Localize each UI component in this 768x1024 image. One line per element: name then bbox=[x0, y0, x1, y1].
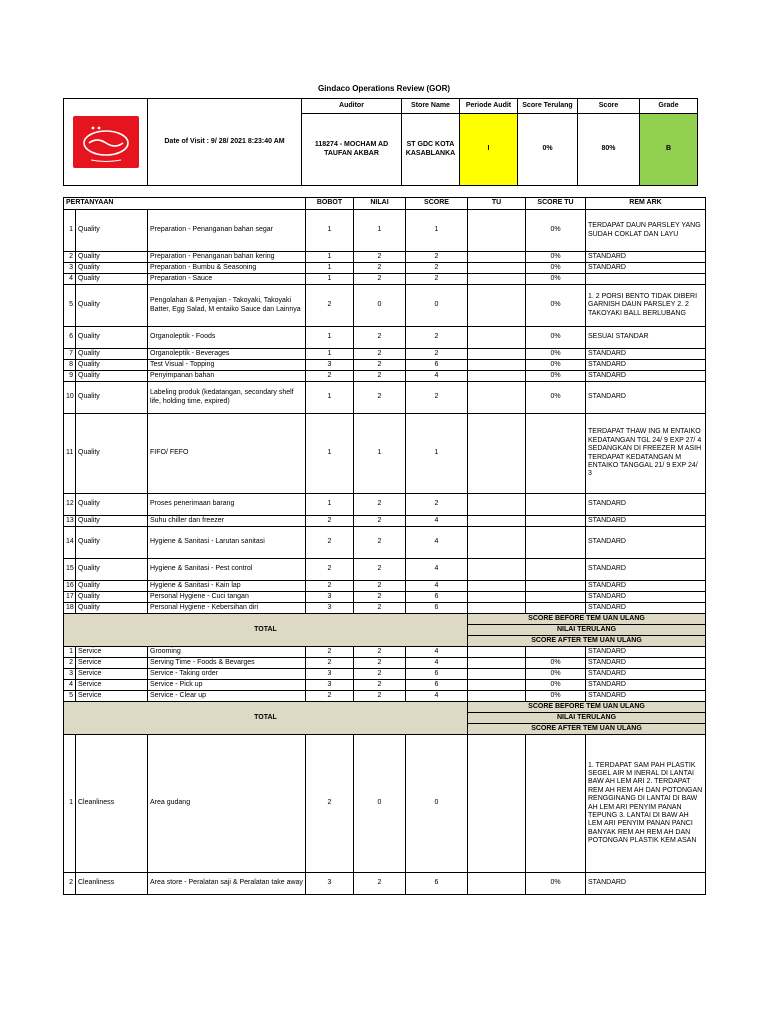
row-score: 6 bbox=[406, 360, 468, 371]
row-category: Quality bbox=[76, 494, 148, 516]
periode-value: I bbox=[460, 114, 518, 186]
row-number: 2 bbox=[64, 658, 76, 669]
row-category: Quality bbox=[76, 581, 148, 592]
row-number: 12 bbox=[64, 494, 76, 516]
row-bobot: 2 bbox=[306, 527, 354, 559]
row-remark: STANDARD bbox=[586, 263, 706, 274]
row-score: 4 bbox=[406, 691, 468, 702]
row-tu bbox=[468, 327, 526, 349]
row-score-tu bbox=[526, 647, 586, 658]
table-row bbox=[64, 285, 706, 327]
row-tu bbox=[468, 382, 526, 414]
row-nilai: 2 bbox=[354, 382, 406, 414]
row-remark: STANDARD bbox=[586, 516, 706, 527]
row-number: 7 bbox=[64, 349, 76, 360]
row-remark: STANDARD bbox=[586, 592, 706, 603]
row-score-tu: 0% bbox=[526, 669, 586, 680]
row-bobot: 2 bbox=[306, 691, 354, 702]
row-score: 2 bbox=[406, 382, 468, 414]
row-remark: 1. TERDAPAT SAM PAH PLASTIK SEGEL AIR M INERAL DI LANTAI BAW AH LEM ARI 2. TERDAPAT REM AH REM AH DAN POTONGAN RENGGINANG DI LANTAI DI BAW AH LEM ARI PENYIM PANAN TEPUNG 3. LANTAI DI BAW AH LEM ARI PENYIM PANAN PANCI BANYAK REM AH REM AH DAN POTONGAN PLASTIK KEM ASAN bbox=[586, 735, 706, 873]
table-row bbox=[64, 680, 706, 691]
row-remark: STANDARD bbox=[586, 603, 706, 614]
row-tu bbox=[468, 669, 526, 680]
total-row bbox=[64, 614, 706, 625]
row-remark: STANDARD bbox=[586, 873, 706, 895]
row-tu bbox=[468, 516, 526, 527]
row-score: 2 bbox=[406, 349, 468, 360]
total-metric-label: NILAI TERULANG bbox=[468, 625, 706, 636]
row-category: Quality bbox=[76, 516, 148, 527]
row-remark: TERDAPAT THAW ING M ENTAIKO KEDATANGAN TGL 24/ 9 EXP 27/ 4 SEDANGKAN DI FREEZER M ASIH TERDAPAT KEDATANGAN M ENTAIKO TANGGAL 21/ 9 EXP 24/ 3 bbox=[586, 414, 706, 494]
table-row bbox=[64, 252, 706, 263]
row-tu bbox=[468, 274, 526, 285]
row-category: Quality bbox=[76, 210, 148, 252]
row-score: 6 bbox=[406, 873, 468, 895]
row-tu bbox=[468, 494, 526, 516]
row-category: Quality bbox=[76, 414, 148, 494]
row-tu bbox=[468, 680, 526, 691]
col-score: SCORE bbox=[406, 198, 468, 210]
row-tu bbox=[468, 263, 526, 274]
row-score-tu: 0% bbox=[526, 691, 586, 702]
row-score: 4 bbox=[406, 658, 468, 669]
row-nilai: 2 bbox=[354, 263, 406, 274]
row-tu bbox=[468, 285, 526, 327]
row-bobot: 2 bbox=[306, 516, 354, 527]
row-score: 4 bbox=[406, 647, 468, 658]
row-score-tu: 0% bbox=[526, 360, 586, 371]
row-score: 6 bbox=[406, 669, 468, 680]
row-score-tu bbox=[526, 559, 586, 581]
row-question: Area store - Peralatan saji & Peralatan take away bbox=[148, 873, 306, 895]
row-category: Quality bbox=[76, 285, 148, 327]
row-category: Quality bbox=[76, 360, 148, 371]
row-number: 2 bbox=[64, 252, 76, 263]
row-category: Quality bbox=[76, 382, 148, 414]
row-score-tu bbox=[526, 494, 586, 516]
row-tu bbox=[468, 647, 526, 658]
table-row bbox=[64, 647, 706, 658]
row-category: Service bbox=[76, 647, 148, 658]
row-bobot: 2 bbox=[306, 581, 354, 592]
row-score-tu bbox=[526, 414, 586, 494]
row-category: Quality bbox=[76, 371, 148, 382]
row-score-tu: 0% bbox=[526, 327, 586, 349]
row-score-tu: 0% bbox=[526, 252, 586, 263]
row-remark: STANDARD bbox=[586, 658, 706, 669]
total-metric-label: SCORE BEFORE TEM UAN ULANG bbox=[468, 614, 706, 625]
row-number: 5 bbox=[64, 285, 76, 327]
row-score-tu bbox=[526, 516, 586, 527]
row-tu bbox=[468, 252, 526, 263]
row-tu bbox=[468, 349, 526, 360]
table-row bbox=[64, 414, 706, 494]
grade-header: Grade bbox=[640, 99, 698, 114]
row-category: Quality bbox=[76, 252, 148, 263]
row-score: 0 bbox=[406, 285, 468, 327]
row-nilai: 2 bbox=[354, 680, 406, 691]
row-number: 8 bbox=[64, 360, 76, 371]
row-remark bbox=[586, 274, 706, 285]
table-row bbox=[64, 360, 706, 371]
score-value: 80% bbox=[578, 114, 640, 186]
row-score-tu bbox=[526, 527, 586, 559]
row-bobot: 2 bbox=[306, 285, 354, 327]
col-remark: REM ARK bbox=[586, 198, 706, 210]
row-nilai: 2 bbox=[354, 873, 406, 895]
total-label: TOTAL bbox=[64, 614, 468, 647]
audit-table bbox=[63, 197, 706, 895]
row-category: Cleanliness bbox=[76, 735, 148, 873]
table-row bbox=[64, 581, 706, 592]
row-number: 10 bbox=[64, 382, 76, 414]
row-category: Quality bbox=[76, 327, 148, 349]
row-nilai: 2 bbox=[354, 327, 406, 349]
row-nilai: 2 bbox=[354, 252, 406, 263]
row-nilai: 2 bbox=[354, 669, 406, 680]
row-question: Test Visual - Topping bbox=[148, 360, 306, 371]
total-metric-label: SCORE AFTER TEM UAN ULANG bbox=[468, 636, 706, 647]
row-score-tu: 0% bbox=[526, 382, 586, 414]
row-nilai: 2 bbox=[354, 603, 406, 614]
total-metric-label: NILAI TERULANG bbox=[468, 713, 706, 724]
col-score-tu: SCORE TU bbox=[526, 198, 586, 210]
row-nilai: 2 bbox=[354, 592, 406, 603]
row-score: 4 bbox=[406, 371, 468, 382]
row-question: Organoleptik - Foods bbox=[148, 327, 306, 349]
row-nilai: 0 bbox=[354, 735, 406, 873]
row-number: 1 bbox=[64, 210, 76, 252]
row-bobot: 3 bbox=[306, 680, 354, 691]
row-remark: STANDARD bbox=[586, 382, 706, 414]
row-question: Preparation - Sauce bbox=[148, 274, 306, 285]
periode-header: Periode Audit bbox=[460, 99, 518, 114]
row-question: Service - Pick up bbox=[148, 680, 306, 691]
header-table bbox=[63, 98, 698, 186]
row-score: 6 bbox=[406, 592, 468, 603]
table-row bbox=[64, 382, 706, 414]
row-bobot: 1 bbox=[306, 252, 354, 263]
row-category: Quality bbox=[76, 603, 148, 614]
row-number: 1 bbox=[64, 735, 76, 873]
row-tu bbox=[468, 360, 526, 371]
row-remark: STANDARD bbox=[586, 647, 706, 658]
row-nilai: 1 bbox=[354, 414, 406, 494]
row-question: Service - Clear up bbox=[148, 691, 306, 702]
row-remark: STANDARD bbox=[586, 527, 706, 559]
row-nilai: 2 bbox=[354, 559, 406, 581]
row-category: Quality bbox=[76, 349, 148, 360]
row-remark: STANDARD bbox=[586, 680, 706, 691]
row-remark: STANDARD bbox=[586, 349, 706, 360]
row-tu bbox=[468, 873, 526, 895]
row-bobot: 2 bbox=[306, 371, 354, 382]
row-number: 14 bbox=[64, 527, 76, 559]
row-bobot: 3 bbox=[306, 669, 354, 680]
row-number: 15 bbox=[64, 559, 76, 581]
row-number: 9 bbox=[64, 371, 76, 382]
row-score-tu: 0% bbox=[526, 349, 586, 360]
auditor-value: 118274 - MOCHAM AD TAUFAN AKBAR bbox=[302, 114, 402, 186]
row-remark: STANDARD bbox=[586, 559, 706, 581]
row-bobot: 3 bbox=[306, 592, 354, 603]
row-score-tu: 0% bbox=[526, 873, 586, 895]
row-bobot: 1 bbox=[306, 263, 354, 274]
table-row bbox=[64, 371, 706, 382]
row-score: 1 bbox=[406, 414, 468, 494]
row-nilai: 2 bbox=[354, 360, 406, 371]
row-nilai: 2 bbox=[354, 274, 406, 285]
col-bobot: BOBOT bbox=[306, 198, 354, 210]
total-metric-label: SCORE AFTER TEM UAN ULANG bbox=[468, 724, 706, 735]
row-score: 2 bbox=[406, 327, 468, 349]
row-score: 2 bbox=[406, 252, 468, 263]
row-bobot: 1 bbox=[306, 414, 354, 494]
row-question: Grooming bbox=[148, 647, 306, 658]
row-number: 3 bbox=[64, 669, 76, 680]
row-score-tu: 0% bbox=[526, 371, 586, 382]
row-question: Organoleptik - Beverages bbox=[148, 349, 306, 360]
row-nilai: 2 bbox=[354, 581, 406, 592]
table-row bbox=[64, 527, 706, 559]
logo-icon bbox=[73, 116, 139, 168]
row-tu bbox=[468, 581, 526, 592]
table-row bbox=[64, 559, 706, 581]
row-score: 6 bbox=[406, 680, 468, 691]
row-tu bbox=[468, 527, 526, 559]
row-remark: STANDARD bbox=[586, 494, 706, 516]
row-bobot: 2 bbox=[306, 735, 354, 873]
row-question: Penyimpanan bahan bbox=[148, 371, 306, 382]
table-row bbox=[64, 274, 706, 285]
row-score: 2 bbox=[406, 274, 468, 285]
column-header-row bbox=[64, 198, 706, 210]
row-category: Quality bbox=[76, 263, 148, 274]
row-nilai: 1 bbox=[354, 210, 406, 252]
row-question: Hygiene & Sanitasi - Pest control bbox=[148, 559, 306, 581]
row-tu bbox=[468, 210, 526, 252]
row-score-tu bbox=[526, 603, 586, 614]
row-score: 2 bbox=[406, 263, 468, 274]
row-score: 4 bbox=[406, 527, 468, 559]
row-remark: SESUAI STANDAR bbox=[586, 327, 706, 349]
row-score: 0 bbox=[406, 735, 468, 873]
row-category: Cleanliness bbox=[76, 873, 148, 895]
row-score: 2 bbox=[406, 494, 468, 516]
table-row bbox=[64, 263, 706, 274]
row-bobot: 3 bbox=[306, 603, 354, 614]
row-remark: STANDARD bbox=[586, 371, 706, 382]
row-number: 4 bbox=[64, 680, 76, 691]
table-row bbox=[64, 603, 706, 614]
row-number: 3 bbox=[64, 263, 76, 274]
date-of-visit: Date of Visit : 9/ 28/ 2021 8:23:40 AM bbox=[148, 99, 302, 186]
row-bobot: 1 bbox=[306, 382, 354, 414]
table-row bbox=[64, 691, 706, 702]
row-nilai: 0 bbox=[354, 285, 406, 327]
table-row bbox=[64, 349, 706, 360]
row-score: 4 bbox=[406, 559, 468, 581]
row-bobot: 1 bbox=[306, 349, 354, 360]
total-label: TOTAL bbox=[64, 702, 468, 735]
row-nilai: 2 bbox=[354, 647, 406, 658]
total-metric-label: SCORE BEFORE TEM UAN ULANG bbox=[468, 702, 706, 713]
row-question: Suhu chiller dan freezer bbox=[148, 516, 306, 527]
row-category: Quality bbox=[76, 274, 148, 285]
row-nilai: 2 bbox=[354, 371, 406, 382]
row-tu bbox=[468, 592, 526, 603]
terulang-value: 0% bbox=[518, 114, 578, 186]
row-bobot: 3 bbox=[306, 873, 354, 895]
row-nilai: 2 bbox=[354, 527, 406, 559]
gindaco-logo bbox=[73, 116, 139, 168]
row-question: Preparation - Penanganan bahan kering bbox=[148, 252, 306, 263]
row-remark: STANDARD bbox=[586, 669, 706, 680]
row-category: Quality bbox=[76, 527, 148, 559]
store-header: Store Name bbox=[402, 99, 460, 114]
table-row bbox=[64, 592, 706, 603]
row-tu bbox=[468, 559, 526, 581]
row-question: Serving Time - Foods & Bevarges bbox=[148, 658, 306, 669]
row-nilai: 2 bbox=[354, 494, 406, 516]
row-question: Proses penerimaan barang bbox=[148, 494, 306, 516]
row-question: Personal Hygiene - Cuci tangan bbox=[148, 592, 306, 603]
row-nilai: 2 bbox=[354, 349, 406, 360]
row-number: 6 bbox=[64, 327, 76, 349]
row-score-tu: 0% bbox=[526, 680, 586, 691]
row-category: Service bbox=[76, 680, 148, 691]
row-score-tu: 0% bbox=[526, 285, 586, 327]
row-bobot: 1 bbox=[306, 494, 354, 516]
row-bobot: 1 bbox=[306, 327, 354, 349]
row-number: 13 bbox=[64, 516, 76, 527]
row-question: Service - Taking order bbox=[148, 669, 306, 680]
row-question: Hygiene & Sanitasi - Larutan sanitasi bbox=[148, 527, 306, 559]
row-score: 4 bbox=[406, 516, 468, 527]
row-tu bbox=[468, 414, 526, 494]
row-remark: TERDAPAT DAUN PARSLEY YANG SUDAH COKLAT DAN LAYU bbox=[586, 210, 706, 252]
row-question: Preparation - Bumbu & Seasoning bbox=[148, 263, 306, 274]
document-title: Gindaco Operations Review (GOR) bbox=[317, 84, 451, 93]
row-number: 5 bbox=[64, 691, 76, 702]
row-remark: STANDARD bbox=[586, 360, 706, 371]
row-tu bbox=[468, 371, 526, 382]
row-score: 4 bbox=[406, 581, 468, 592]
row-question: Pengolahan & Penyajian - Takoyaki, Takoyaki Batter, Egg Salad, M entaiko Sauce dan Lainnya bbox=[148, 285, 306, 327]
row-tu bbox=[468, 658, 526, 669]
row-number: 16 bbox=[64, 581, 76, 592]
row-remark: STANDARD bbox=[586, 691, 706, 702]
row-number: 18 bbox=[64, 603, 76, 614]
row-question: Hygiene & Sanitasi - Kain lap bbox=[148, 581, 306, 592]
table-row bbox=[64, 873, 706, 895]
table-row bbox=[64, 327, 706, 349]
logo-cell bbox=[64, 99, 148, 186]
col-nilai: NILAI bbox=[354, 198, 406, 210]
table-row bbox=[64, 669, 706, 680]
row-number: 11 bbox=[64, 414, 76, 494]
row-question: Personal Hygiene - Kebersihan diri bbox=[148, 603, 306, 614]
row-category: Service bbox=[76, 658, 148, 669]
row-score-tu: 0% bbox=[526, 210, 586, 252]
row-score-tu bbox=[526, 592, 586, 603]
row-remark: STANDARD bbox=[586, 252, 706, 263]
table-row bbox=[64, 658, 706, 669]
row-bobot: 3 bbox=[306, 360, 354, 371]
row-bobot: 1 bbox=[306, 274, 354, 285]
total-row bbox=[64, 702, 706, 713]
row-question: Preparation - Penanganan bahan segar bbox=[148, 210, 306, 252]
row-nilai: 2 bbox=[354, 658, 406, 669]
row-question: Area gudang bbox=[148, 735, 306, 873]
terulang-header: Score Terulang bbox=[518, 99, 578, 114]
score-header: Score bbox=[578, 99, 640, 114]
row-category: Service bbox=[76, 691, 148, 702]
row-score-tu bbox=[526, 581, 586, 592]
row-nilai: 2 bbox=[354, 516, 406, 527]
row-category: Quality bbox=[76, 592, 148, 603]
row-nilai: 2 bbox=[354, 691, 406, 702]
table-row bbox=[64, 735, 706, 873]
row-score-tu: 0% bbox=[526, 658, 586, 669]
row-number: 2 bbox=[64, 873, 76, 895]
col-pertanyaan: PERTANYAAN bbox=[64, 198, 306, 210]
table-row bbox=[64, 494, 706, 516]
row-remark: 1. 2 PORSI BENTO TIDAK DIBERI GARNISH DAUN PARSLEY 2. 2 TAKOYAKI BALL BERLUBANG bbox=[586, 285, 706, 327]
row-number: 1 bbox=[64, 647, 76, 658]
table-row bbox=[64, 516, 706, 527]
row-tu bbox=[468, 735, 526, 873]
row-tu bbox=[468, 691, 526, 702]
row-category: Service bbox=[76, 669, 148, 680]
row-question: FIFO/ FEFO bbox=[148, 414, 306, 494]
store-value: ST GDC KOTA KASABLANKA bbox=[402, 114, 460, 186]
auditor-header: Auditor bbox=[302, 99, 402, 114]
row-bobot: 2 bbox=[306, 658, 354, 669]
row-number: 17 bbox=[64, 592, 76, 603]
row-score: 1 bbox=[406, 210, 468, 252]
table-row bbox=[64, 210, 706, 252]
col-tu: TU bbox=[468, 198, 526, 210]
row-question: Labeling produk (kedatangan, secondary shelf life, holding time, expired) bbox=[148, 382, 306, 414]
row-bobot: 2 bbox=[306, 559, 354, 581]
row-score-tu bbox=[526, 735, 586, 873]
row-number: 4 bbox=[64, 274, 76, 285]
row-bobot: 2 bbox=[306, 647, 354, 658]
row-category: Quality bbox=[76, 559, 148, 581]
grade-value: B bbox=[640, 114, 698, 186]
row-bobot: 1 bbox=[306, 210, 354, 252]
row-score-tu: 0% bbox=[526, 274, 586, 285]
row-score-tu: 0% bbox=[526, 263, 586, 274]
row-tu bbox=[468, 603, 526, 614]
row-remark: STANDARD bbox=[586, 581, 706, 592]
row-score: 6 bbox=[406, 603, 468, 614]
